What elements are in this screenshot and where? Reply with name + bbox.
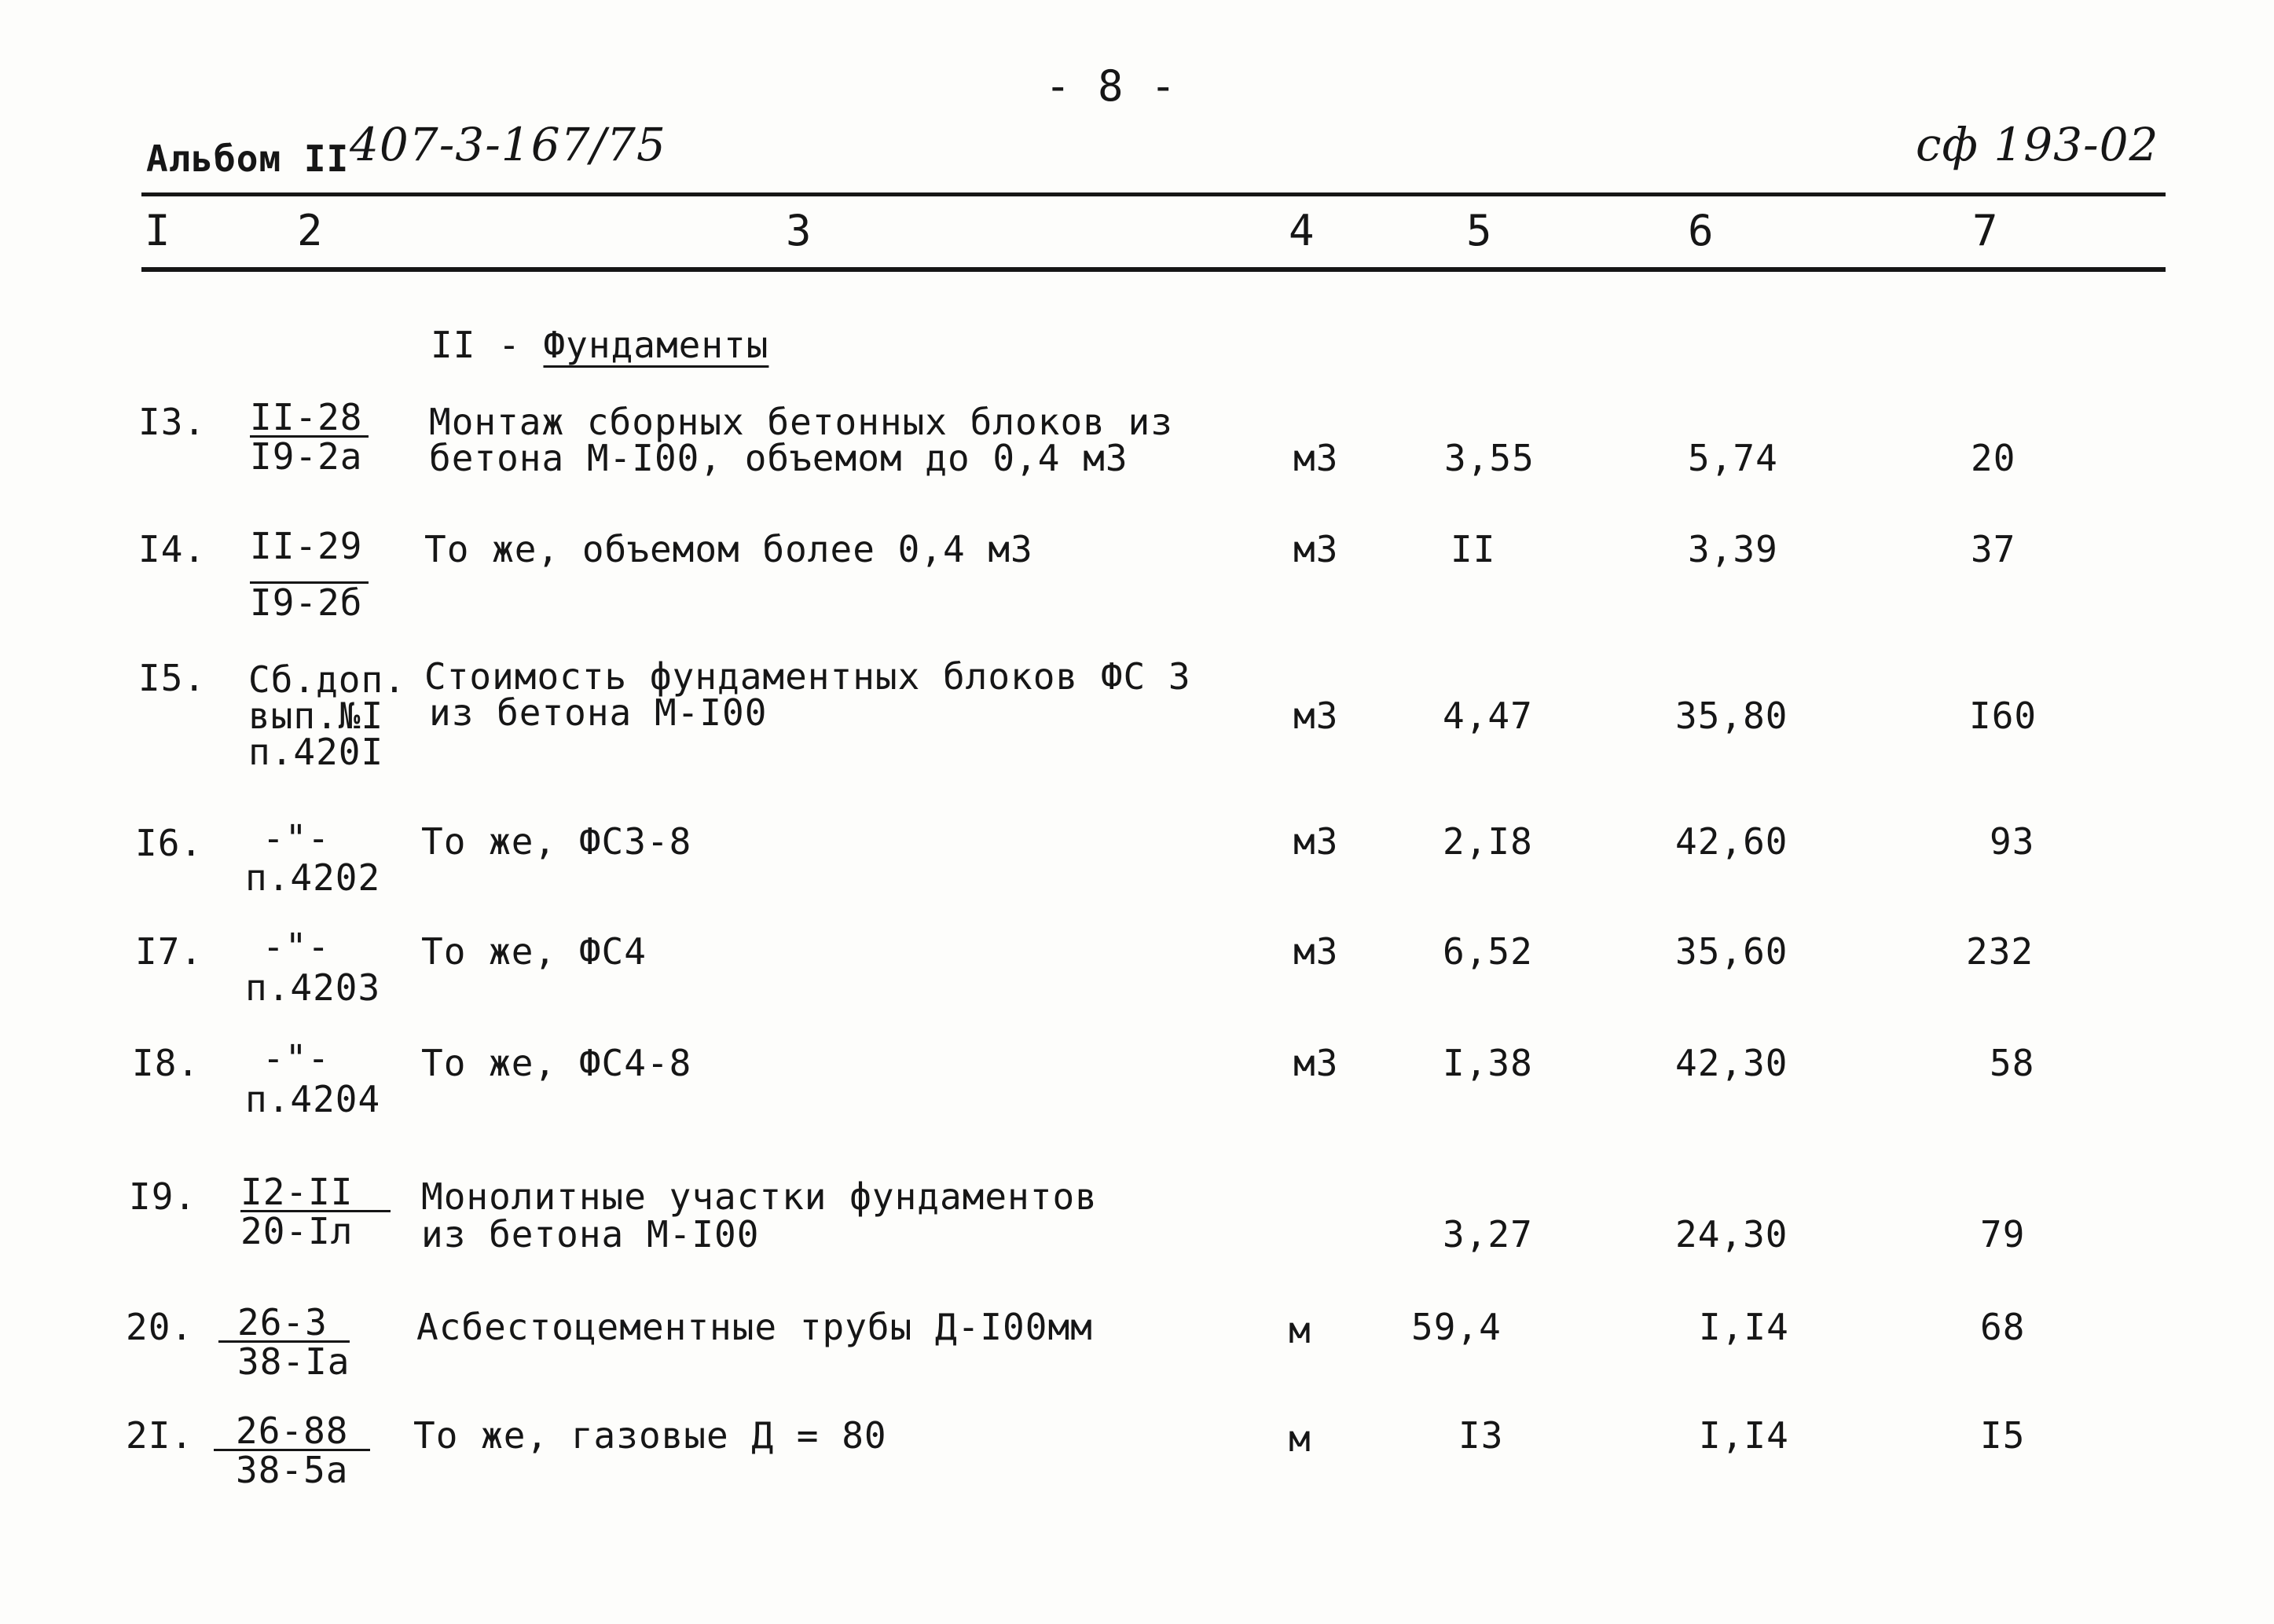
- row-total: 93: [1990, 820, 2035, 863]
- row-unit-price: 42,60: [1675, 820, 1788, 863]
- column-header-4: 4: [1289, 206, 1315, 255]
- row-total: 68: [1980, 1306, 2026, 1348]
- row-unit-price: 35,80: [1675, 695, 1788, 737]
- row-code: [250, 396, 369, 478]
- row-code-line1: Сб.доп.: [248, 658, 406, 701]
- row-quantity: 3,27: [1443, 1213, 1533, 1256]
- row-description-line1: То же, объемом более 0,4 м3: [424, 528, 1033, 570]
- page-number: - 8 -: [1045, 61, 1177, 111]
- row-description-line1: То же, ФС4-8: [421, 1042, 692, 1084]
- section-prefix: II -: [431, 324, 521, 366]
- row-number: I6.: [135, 822, 204, 864]
- column-header-1: I: [145, 206, 171, 255]
- code-denominator: 20-Iл: [240, 1210, 354, 1252]
- row-unit: м3: [1293, 820, 1339, 863]
- row-unit: м: [1289, 1309, 1311, 1351]
- row-unit: м3: [1293, 437, 1339, 479]
- album-label: Альбом II: [146, 137, 350, 180]
- row-unit: м: [1289, 1417, 1311, 1460]
- row-unit-price: 3,39: [1688, 528, 1778, 570]
- row-code-line1: -"-: [262, 926, 331, 968]
- row-description-line2: бетона М-I00, объемом до 0,4 м3: [429, 437, 1128, 479]
- album-code: 407-3-167/75: [350, 118, 666, 171]
- row-number: I5.: [138, 657, 207, 699]
- code-numerator: II-28: [250, 399, 369, 438]
- row-code-line1: -"-: [262, 1037, 331, 1080]
- row-code-line1: -"-: [262, 817, 331, 860]
- row-code: [250, 525, 369, 624]
- row-quantity: 2,I8: [1443, 820, 1533, 863]
- reference-code: сф 193-02: [1916, 118, 2159, 171]
- row-total: 79: [1980, 1213, 2026, 1256]
- code-denominator: 38-5а: [236, 1449, 349, 1491]
- column-header-5: 5: [1466, 206, 1493, 255]
- code-numerator: 26-88: [214, 1413, 370, 1451]
- row-description-line1: То же, газовые Д = 80: [413, 1414, 887, 1457]
- row-code-line2: п.4204: [245, 1078, 381, 1120]
- row-quantity: I3: [1458, 1414, 1504, 1457]
- row-number: 2I.: [126, 1414, 194, 1457]
- row-unit: м3: [1293, 1042, 1339, 1084]
- row-unit: м3: [1293, 528, 1339, 570]
- code-numerator: II-29: [250, 528, 369, 584]
- row-quantity: 59,4: [1411, 1306, 1502, 1348]
- row-unit-price: I,I4: [1699, 1414, 1789, 1457]
- row-total: I60: [1969, 695, 2037, 737]
- row-description-line1: Стоимость фундаментных блоков ФС 3: [424, 655, 1191, 698]
- row-description-line2: из бетона М-I00: [429, 691, 768, 734]
- row-number: I7.: [135, 930, 204, 973]
- row-unit-price: 24,30: [1675, 1213, 1788, 1256]
- code-denominator: 38-Iа: [237, 1340, 350, 1383]
- row-code: [214, 1410, 370, 1491]
- row-number: I9.: [129, 1175, 197, 1218]
- row-unit-price: 35,60: [1675, 930, 1788, 973]
- row-number: I3.: [138, 401, 207, 443]
- row-code-line2: вып.№I: [248, 695, 384, 737]
- section-heading: [431, 324, 768, 366]
- row-unit-price: I,I4: [1699, 1306, 1789, 1348]
- row-description-line2: из бетона М-I00: [421, 1213, 760, 1256]
- row-unit: м3: [1293, 695, 1339, 737]
- row-code-line2: п.4203: [245, 966, 381, 1009]
- row-quantity: II: [1451, 528, 1496, 570]
- row-total: 58: [1990, 1042, 2035, 1084]
- code-denominator: I9-2б: [250, 581, 363, 624]
- row-total: I5: [1980, 1414, 2026, 1457]
- row-quantity: I,38: [1443, 1042, 1533, 1084]
- row-unit: м3: [1293, 930, 1339, 973]
- column-header-6: 6: [1688, 206, 1715, 255]
- row-total: 232: [1966, 930, 2034, 973]
- row-quantity: 4,47: [1443, 695, 1533, 737]
- row-description-line1: Монолитные участки фундаментов: [421, 1175, 1098, 1218]
- code-numerator: 26-3: [218, 1304, 350, 1343]
- row-code: [218, 1301, 350, 1383]
- header-bottom-rule: [141, 267, 2166, 272]
- header-top-rule: [141, 192, 2166, 196]
- row-total: 37: [1971, 528, 2016, 570]
- row-description-line1: То же, ФС3-8: [421, 820, 692, 863]
- row-quantity: 3,55: [1444, 437, 1535, 479]
- column-header-2: 2: [297, 206, 324, 255]
- row-code-line2: п.4202: [245, 856, 381, 899]
- row-description-line1: Асбестоцементные трубы Д-I00мм: [416, 1306, 1093, 1348]
- code-denominator: I9-2а: [250, 435, 363, 478]
- row-total: 20: [1971, 437, 2016, 479]
- column-header-7: 7: [1972, 206, 1999, 255]
- row-unit-price: 42,30: [1675, 1042, 1788, 1084]
- row-number: I8.: [132, 1042, 200, 1084]
- row-number: I4.: [138, 528, 207, 570]
- row-code-line3: п.420I: [248, 731, 384, 773]
- row-code: [240, 1171, 391, 1252]
- row-unit-price: 5,74: [1688, 437, 1778, 479]
- section-title: Фундаменты: [543, 324, 769, 366]
- row-quantity: 6,52: [1443, 930, 1533, 973]
- row-number: 20.: [126, 1306, 194, 1348]
- row-description-line1: Монтаж сборных бетонных блоков из: [429, 401, 1173, 443]
- code-numerator: I2-II: [240, 1174, 391, 1212]
- column-header-3: 3: [786, 206, 812, 255]
- row-description-line1: То же, ФС4: [421, 930, 647, 973]
